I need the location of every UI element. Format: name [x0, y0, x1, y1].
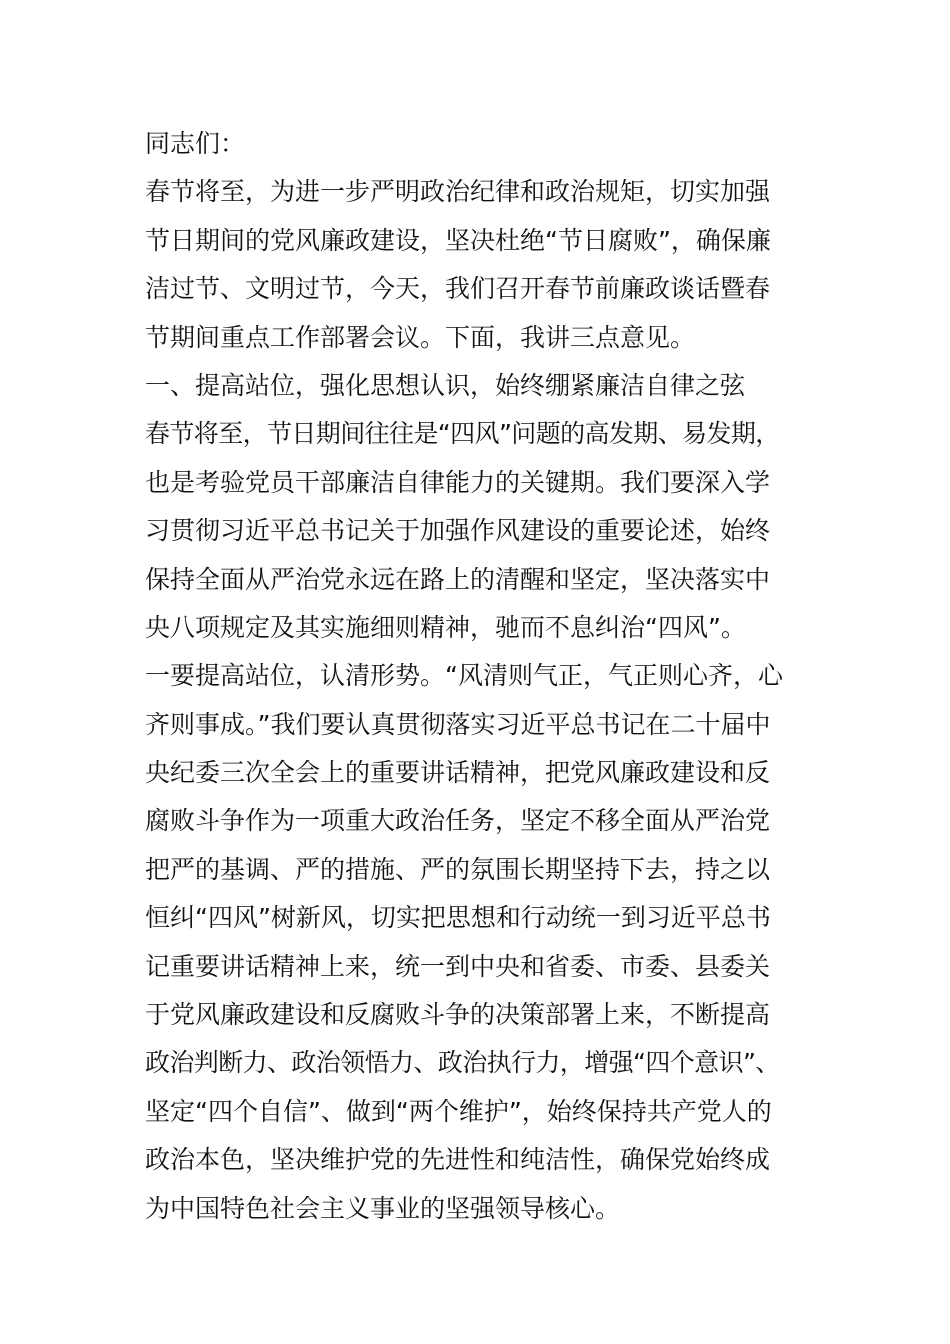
section-1-paragraph-2: [145, 652, 835, 1233]
section-1-para-2-line-10: 坚定“四个自信”、做到“两个维护”，始终保持共产党人的: [145, 1096, 772, 1126]
intro-paragraph: [145, 168, 835, 362]
section-1-para-2-line-5: 把严的基调、严的措施、严的氛围长期坚持下去，持之以: [145, 854, 771, 884]
intro-line-3: 洁过节、文明过节，今天，我们召开春节前廉政谈话暨春: [145, 274, 771, 304]
document-body: [145, 120, 835, 1233]
section-heading-1: [145, 362, 835, 410]
intro-line-1: 春节将至，为进一步严明政治纪律和政治规矩，切实加强: [145, 177, 771, 207]
section-1-para-1-line-2: 也是考验党员干部廉洁自律能力的关键期。我们要深入学: [145, 467, 771, 497]
section-1-para-2-line-11: 政治本色，坚决维护党的先进性和纯洁性，确保党始终成: [145, 1145, 771, 1175]
section-1-para-2-line-6: 恒纠“四风”树新风，切实把思想和行动统一到习近平总书: [145, 903, 771, 933]
section-1-para-1-line-5: 央八项规定及其实施细则精神，驰而不息纠治“四风”。: [145, 612, 746, 642]
section-1-para-2-line-4: 腐败斗争作为一项重大政治任务，坚定不移全面从严治党: [145, 806, 771, 836]
section-1-para-2-line-1: 一要提高站位，认清形势。“风清则气正，气正则心齐，心: [145, 661, 783, 691]
section-1-paragraph-1: [145, 410, 835, 652]
section-1-para-2-line-7: 记重要讲话精神上来，统一到中央和省委、市委、县委关: [145, 951, 771, 981]
salutation: [145, 120, 835, 168]
section-1-para-2-line-9: 政治判断力、政治领悟力、政治执行力，增强“四个意识”、: [145, 1048, 780, 1078]
section-1-para-2-line-2: 齐则事成。”我们要认真贯彻落实习近平总书记在二十届中: [145, 709, 771, 739]
salutation-line: 同志们：: [145, 129, 246, 158]
intro-line-4: 节期间重点工作部署会议。下面，我讲三点意见。: [145, 322, 696, 352]
section-1-para-2-line-12: 为中国特色社会主义事业的坚强领导核心。: [145, 1193, 621, 1223]
section-1-para-2-line-8: 于党风廉政建设和反腐败斗争的决策部署上来，不断提高: [145, 1000, 771, 1030]
section-1-para-1-line-4: 保持全面从严治党永远在路上的清醒和坚定，坚决落实中: [145, 564, 771, 594]
section-heading-1-line: 一、提高站位，强化思想认识，始终绷紧廉洁自律之弦: [145, 370, 746, 400]
intro-line-2: 节日期间的党风廉政建设，坚决杜绝“节日腐败”，确保廉: [145, 225, 771, 255]
section-1-para-1-line-1: 春节将至，节日期间往往是“四风”问题的高发期、易发期，: [145, 419, 780, 449]
section-1-para-1-line-3: 习贯彻习近平总书记关于加强作风建设的重要论述，始终: [145, 516, 771, 546]
section-1-para-2-line-3: 央纪委三次全会上的重要讲话精神，把党风廉政建设和反: [145, 758, 771, 788]
